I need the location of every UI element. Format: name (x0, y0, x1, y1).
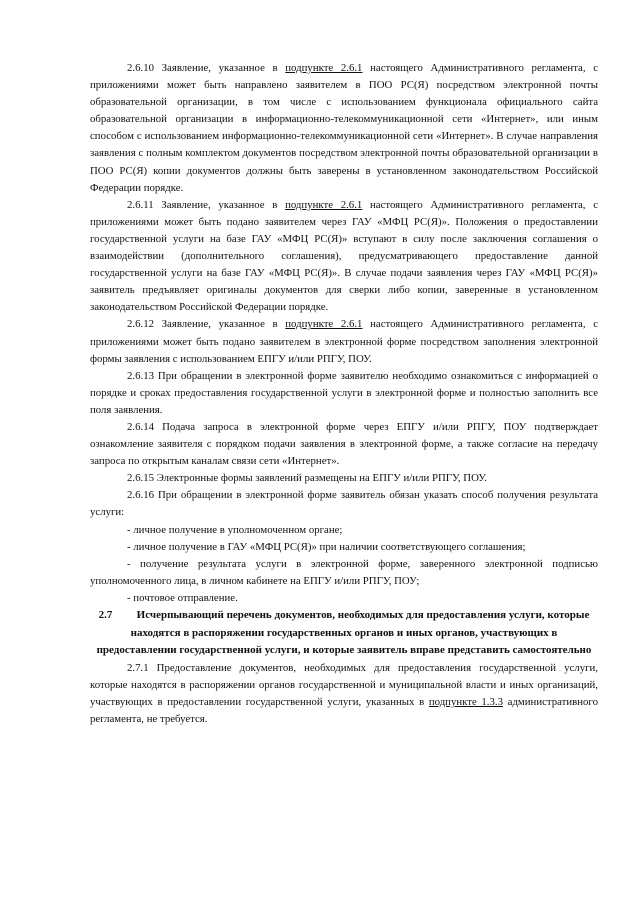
paragraph-2-7-1 (90, 660, 598, 728)
section-heading-2-7 (90, 607, 598, 660)
section-number: 2.7 (98, 609, 113, 621)
paragraph-2-6-14 (90, 419, 598, 470)
paragraph-text: 2.6.11 Заявление, указанное в (127, 198, 286, 211)
paragraph-text: 2.6.13 При обращении в электронной форме заявителю необходимо ознакомиться с информацией о порядке и сроках предоставления государственной услуги в электронной форме и полностью заполнить все поля заявления. (90, 369, 598, 416)
subpoint-link[interactable]: подпункте 2.6.1 (285, 62, 363, 74)
paragraph-2-6-11 (90, 197, 598, 317)
paragraph-2-6-16 (90, 487, 598, 521)
paragraph-2-6-10 (90, 60, 598, 197)
paragraph-text: административного регламента, не требуется. (90, 695, 598, 725)
paragraph-text: 2.6.10 Заявление, указанное в (127, 62, 286, 74)
subpoint-link[interactable]: подпункте 2.6.1 (285, 198, 363, 211)
paragraph-2-6-12 (90, 316, 598, 367)
subpoint-link[interactable]: подпункте 2.6.1 (285, 318, 363, 331)
paragraph-text: 2.6.16 При обращении в электронной форме заявитель обязан указать способ получения результата услуги: (90, 489, 598, 519)
list-item: - получение результата услуги в электронной форме, заверенного электронной подписью уполномоченного лица, в личном кабинете на ЕПГУ и/или РПГУ, ПОУ; (90, 557, 598, 587)
paragraph-text: настоящего Административного регламента, с приложениями может быть направлено заявителем в ПОО РС(Я) посредством электронной почты образовательной организации, в том числе с использованием функционала официального сайта образовательной организации в информационно-телекоммуникационной сети «Интернет», или иным способом с использованием информационно-телекоммуникационной сети «Интернет». В случае направления заявления с полным комплектом документов посредством электронной почты образовательной организации в ПОО РС(Я) копии документов должны быть заверены в установленном законодательством Российской Федерации порядке. (90, 62, 598, 194)
paragraph-2-6-13 (90, 368, 598, 419)
paragraph-text: 2.6.15 Электронные формы заявлений размещены на ЕПГУ и/или РПГУ, ПОУ. (127, 472, 487, 485)
paragraph-text: 2.6.12 Заявление, указанное в (127, 318, 286, 331)
paragraph-text: 2.7.1 Предоставление документов, необходимых для предоставления государственной услуги, которые находятся в распоряжении органов государственной и муниципальной власти и иных организаций, участвующих в предоставлении государственной услуги, указанных в (90, 661, 598, 708)
subpoint-link[interactable]: подпункте 1.3.3 (428, 695, 503, 708)
paragraph-text: 2.6.14 Подача запроса в электронной форме через ЕПГУ и/или РПГУ, ПОУ подтверждает ознакомление заявителя с порядком подачи заявления в электронной форме, а также согласие на передачу запроса по открытым каналам связи сети «Интернет». (90, 420, 598, 468)
section-title: Исчерпывающий перечень документов, необходимых для предоставления услуги, которые находятся в распоряжении государственных органов и иных органов, участвующих в предоставлении государственной услуги, и которые заявитель вправе представить самостоятельно (96, 609, 592, 656)
document-page (90, 60, 598, 728)
list-item: - почтовое отправление. (127, 591, 238, 604)
paragraph-2-6-15 (90, 470, 598, 487)
paragraph-text: настоящего Административного регламента, с приложениями может быть подано заявителем в электронной форме посредством заполнения электронной формы заявления с использованием ЕПГУ и/или РПГУ, ПОУ. (90, 318, 598, 365)
list-item: - личное получение в ГАУ «МФЦ РС(Я)» при наличии соответствующего соглашения; (127, 540, 526, 553)
paragraph-text: настоящего Административного регламента, с приложениями может быть подано заявителем через ГАУ «МФЦ РС(Я)». Положения о предоставлении государственной услуги на базе ГАУ «МФЦ РС(Я)» вступают в силу после заключения соглашения о взаимодействии (дополнительного соглашения), предусматривающего предоставление данной государственной услуги на базе ГАУ «МФЦ РС(Я)». В случае подачи заявления через ГАУ «МФЦ РС(Я)» заявитель предъявляет оригиналы документов для сверки либо копии, заверенные в установленном законодательством Российской Федерации порядке. (90, 198, 598, 314)
list-item: - личное получение в уполномоченном органе; (127, 523, 343, 536)
